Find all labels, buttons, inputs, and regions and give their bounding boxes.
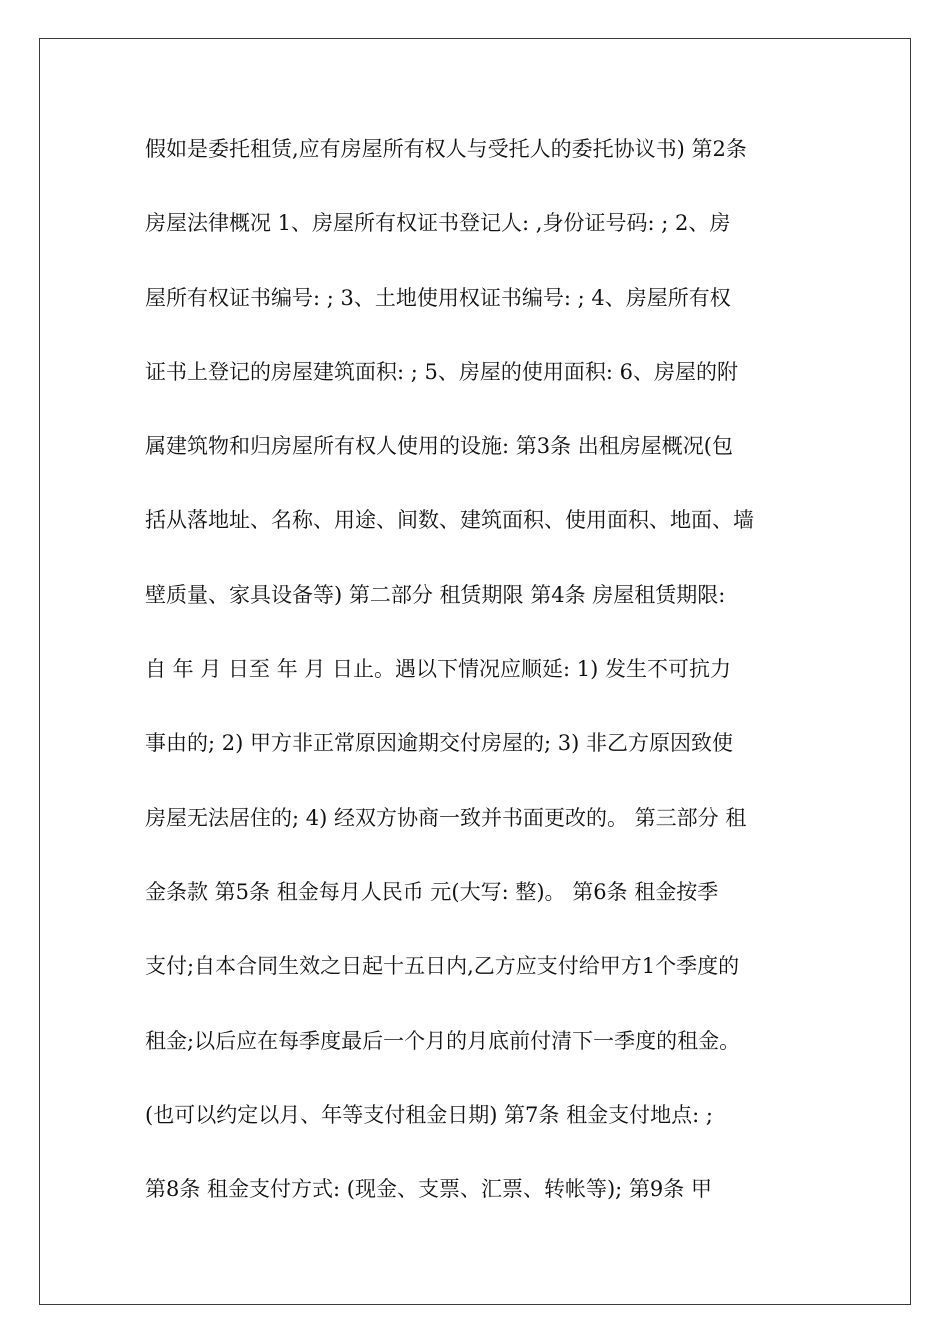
text-line: 壁质量、家具设备等) 第二部分 租赁期限 第4条 房屋租赁期限: [145, 582, 726, 607]
text-line: 括从落地址、名称、用途、间数、建筑面积、使用面积、地面、墙 [145, 508, 754, 533]
text-line: 金条款 第5条 租金每月人民币 元(大写: 整)。 第6条 租金按季 [145, 879, 719, 904]
text-line: 事由的; 2) 甲方非正常原因逾期交付房屋的; 3) 非乙方原因致使 [145, 731, 733, 756]
text-line: 自 年 月 日至 年 月 日止。遇以下情况应顺延: 1) 发生不可抗力 [145, 657, 732, 682]
text-line: 假如是委托租赁,应有房屋所有权人与受托人的委托协议书) 第2条 [145, 137, 747, 161]
text-line: 支付;自本合同生效之日起十五日内,乙方应支付给甲方1个季度的 [145, 954, 740, 979]
text-line: 属建筑物和归房屋所有权人使用的设施: 第3条 出租房屋概况(包 [145, 434, 733, 459]
text-line: (也可以约定以月、年等支付租金日期) 第7条 租金支付地点: ; [145, 1102, 713, 1127]
text-line: 第8条 租金支付方式: (现金、支票、汇票、转帐等); 第9条 甲 [145, 1177, 712, 1202]
text-line: 屋所有权证书编号: ; 3、土地使用权证书编号: ; 4、房屋所有权 [145, 285, 731, 310]
text-line: 租金;以后应在每季度最后一个月的月底前付清下一季度的租金。 [145, 1028, 741, 1053]
text-line: 房屋无法居住的; 4) 经双方协商一致并书面更改的。 第三部分 租 [145, 805, 747, 830]
document-body [145, 126, 825, 1240]
text-line: 证书上登记的房屋建筑面积: ; 5、房屋的使用面积: 6、房屋的附 [145, 359, 738, 384]
text-line: 房屋法律概况 1、房屋所有权证书登记人: ,身份证号码: ; 2、房 [145, 211, 731, 236]
